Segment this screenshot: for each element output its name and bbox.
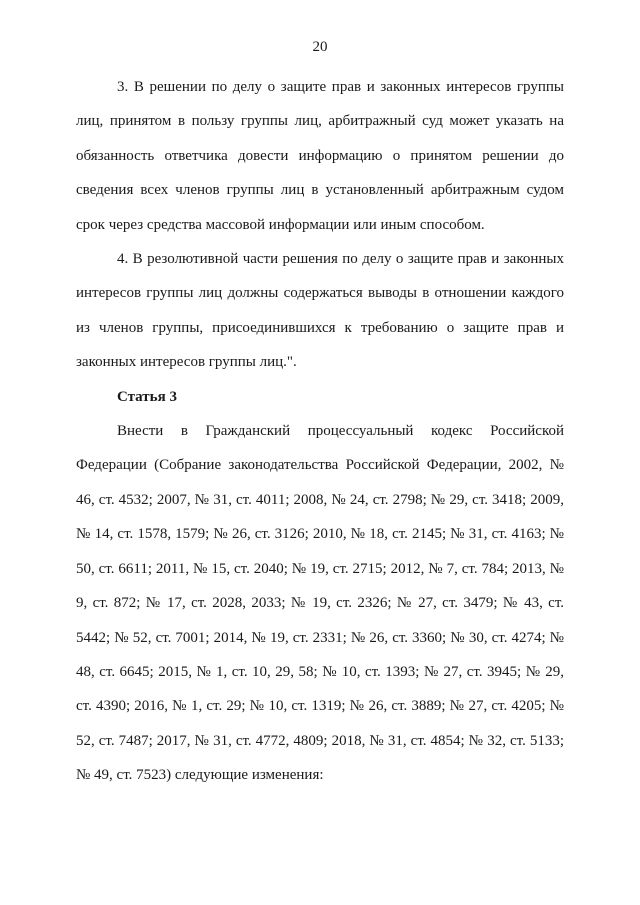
page-number: 20: [312, 39, 328, 55]
paragraph-3: 3. В решении по делу о защите прав и законных интересов группы лиц, принятом в пользу группы лиц, арбитражный суд может указать на обязанность ответчика довести информацию о принятом решении до сведения всех членов группы лиц в установленный арбитражным судом срок через средства массовой информации или иным способом.: [76, 79, 564, 233]
paragraph-article-3-text: Внести в Гражданский процессуальный кодекс Российской Федерации (Собрание законодательства Российской Федерации, 2002, № 46, ст. 4532; 2007, № 31, ст. 4011; 2008, № 24, ст. 2798; № 29, ст. 3418; 2009, № 14, ст. 1578, 1579; № 26, ст. 3126; 2010, № 18, ст. 2145; № 31, ст. 4163; № 50, ст. 6611; 2011, № 15, ст. 2040; № 19, ст. 2715; 2012, № 7, ст. 784; 2013, № 9, ст. 872; № 17, ст. 2028, 2033; № 19, ст. 2326; № 27, ст. 3479; № 43, ст. 5442; № 52, ст. 7001; 2014, № 19, ст. 2331; № 26, ст. 3360; № 30, ст. 4274; № 48, ст. 6645; 2015, № 1, ст. 10, 29, 58; № 10, ст. 1393; № 27, ст. 3945; № 29, ст. 4390; 2016, № 1, ст. 29; № 10, ст. 1319; № 26, ст. 3889; № 27, ст. 4205; № 52, ст. 7487; 2017, № 31, ст. 4772, 4809; 2018, № 31, ст. 4854; № 32, ст. 5133; № 49, ст. 7523) следующие изменения:: [76, 423, 564, 784]
article-heading: Статья 3: [117, 388, 177, 405]
document-body: [76, 70, 564, 793]
paragraph-4: 4. В резолютивной части решения по делу о защите прав и законных интересов группы лиц должны содержаться выводы в отношении каждого из членов группы, присоединившихся к требованию о защите прав и законных интересов группы лиц.".: [76, 251, 564, 371]
